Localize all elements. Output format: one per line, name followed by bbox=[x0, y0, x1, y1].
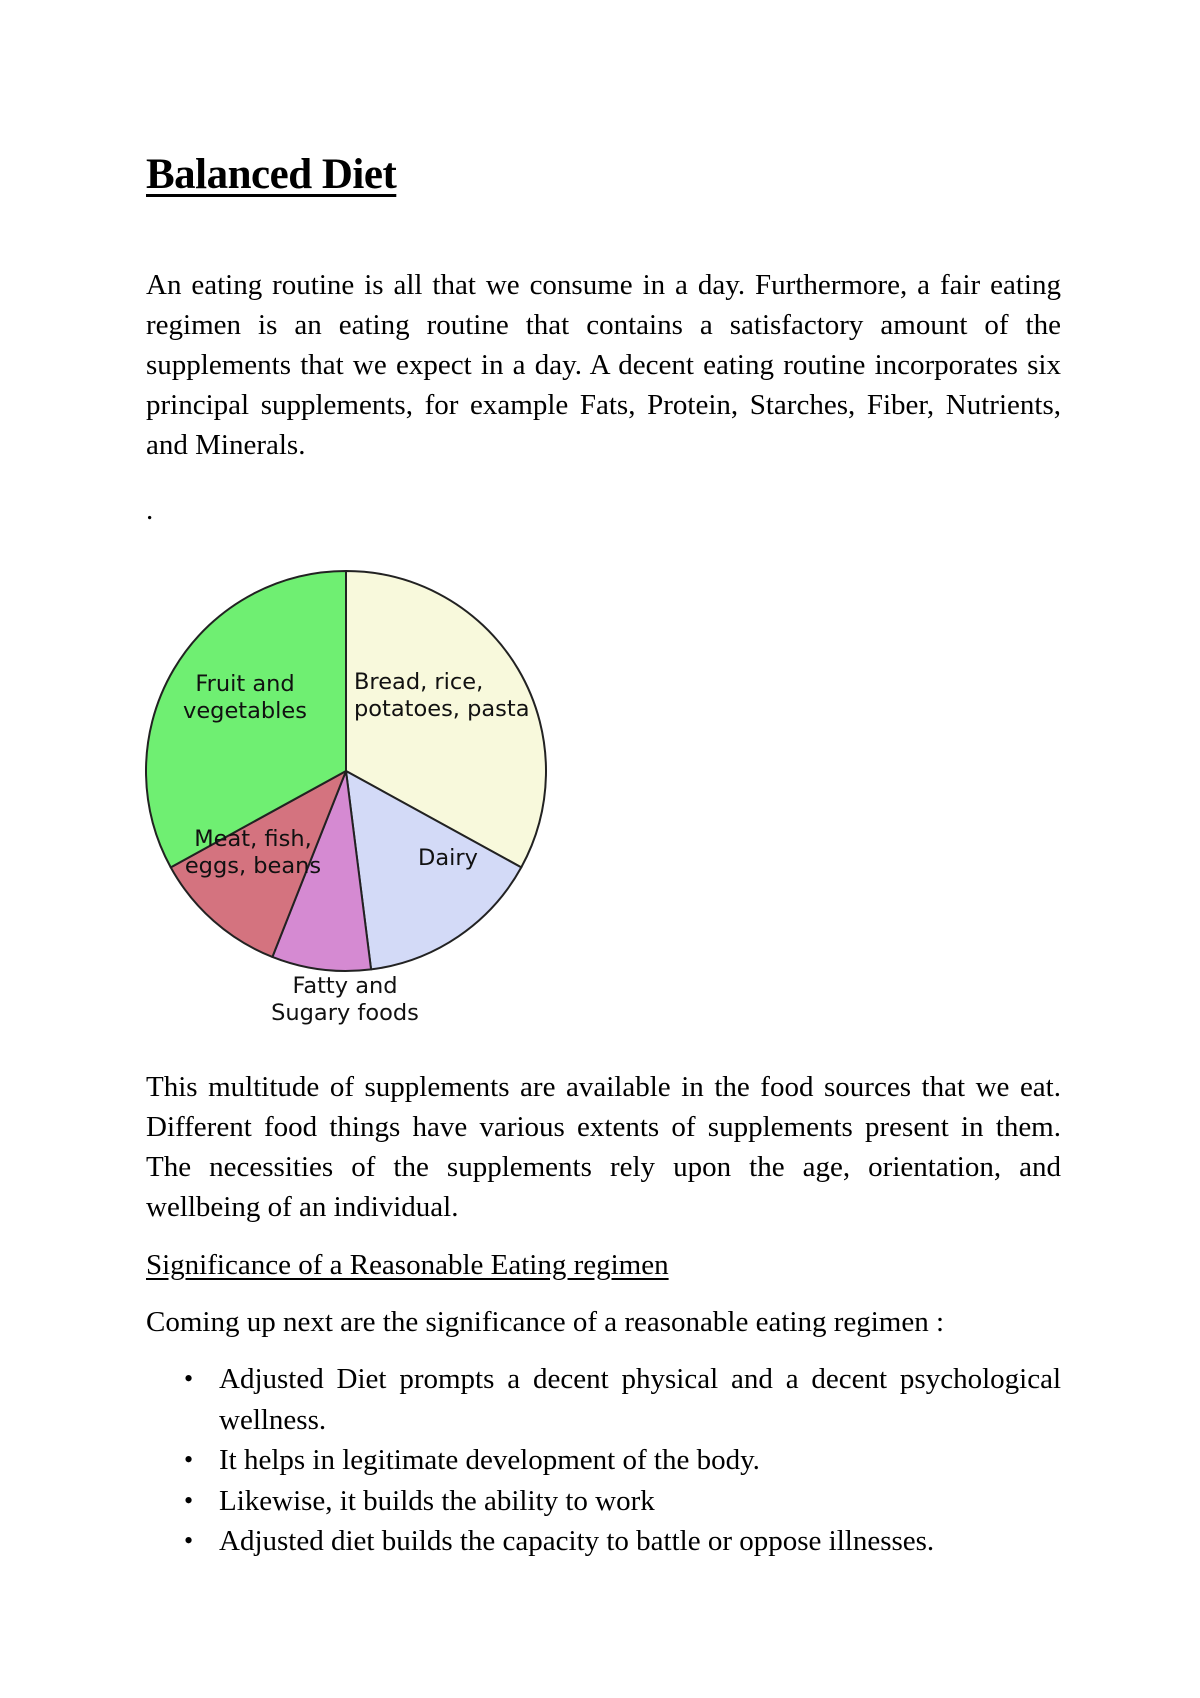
slice-label bbox=[183, 671, 307, 724]
slice-label-line: Bread, rice, bbox=[354, 669, 484, 695]
slice-label bbox=[185, 826, 321, 879]
significance-list bbox=[146, 1359, 1061, 1562]
lead-in-paragraph: Coming up next are the significance of a reasonable eating regimen : bbox=[146, 1306, 945, 1338]
slice-label-line: Sugary foods bbox=[271, 1000, 419, 1026]
slice-label-line: Fatty and bbox=[292, 973, 398, 999]
slice-label-line: Meat, fish, bbox=[194, 826, 312, 852]
section-subheading: Significance of a Reasonable Eating regimen bbox=[146, 1249, 669, 1281]
intro-paragraph: An eating routine is all that we consume in a day. Furthermore, a fair eating regimen is an eating routine that contains a satisfactory amount of the supplements that we expect in a day. A decent eating routine incorporates six principal supplements, for example Fats, Protein, Starches, Fiber, Nutrients, and Minerals. bbox=[146, 269, 1061, 461]
list-item: • It helps in legitimate development of the body. bbox=[146, 1440, 1061, 1481]
slice-label-line: Dairy bbox=[418, 845, 478, 871]
slice-label bbox=[271, 973, 419, 1026]
list-item: • Adjusted diet builds the capacity to battle or oppose illnesses. bbox=[146, 1521, 1061, 1562]
after-chart-paragraph: This multitude of supplements are available in the food sources that we eat. Different food things have various extents of supplements present in them. The necessities of the supplements rely upon the age, orientation, and wellbeing of an individual. bbox=[146, 1071, 1061, 1223]
slice-label-line: eggs, beans bbox=[184, 853, 322, 879]
slice-label-line: potatoes, pasta bbox=[354, 696, 530, 722]
balanced-diet-pie-chart bbox=[138, 555, 578, 1040]
list-item: • Adjusted Diet prompts a decent physical and a decent psychological wellness. bbox=[146, 1359, 1061, 1440]
slice-label-line: Fruit and bbox=[195, 671, 295, 697]
pie-chart-svg bbox=[138, 555, 578, 1035]
separator-dot: . bbox=[146, 494, 154, 526]
document-title: Balanced Diet bbox=[146, 151, 397, 198]
slice-label bbox=[418, 845, 478, 871]
slice-label-line: vegetables bbox=[183, 698, 307, 724]
list-item: • Likewise, it builds the ability to work bbox=[146, 1481, 1061, 1522]
